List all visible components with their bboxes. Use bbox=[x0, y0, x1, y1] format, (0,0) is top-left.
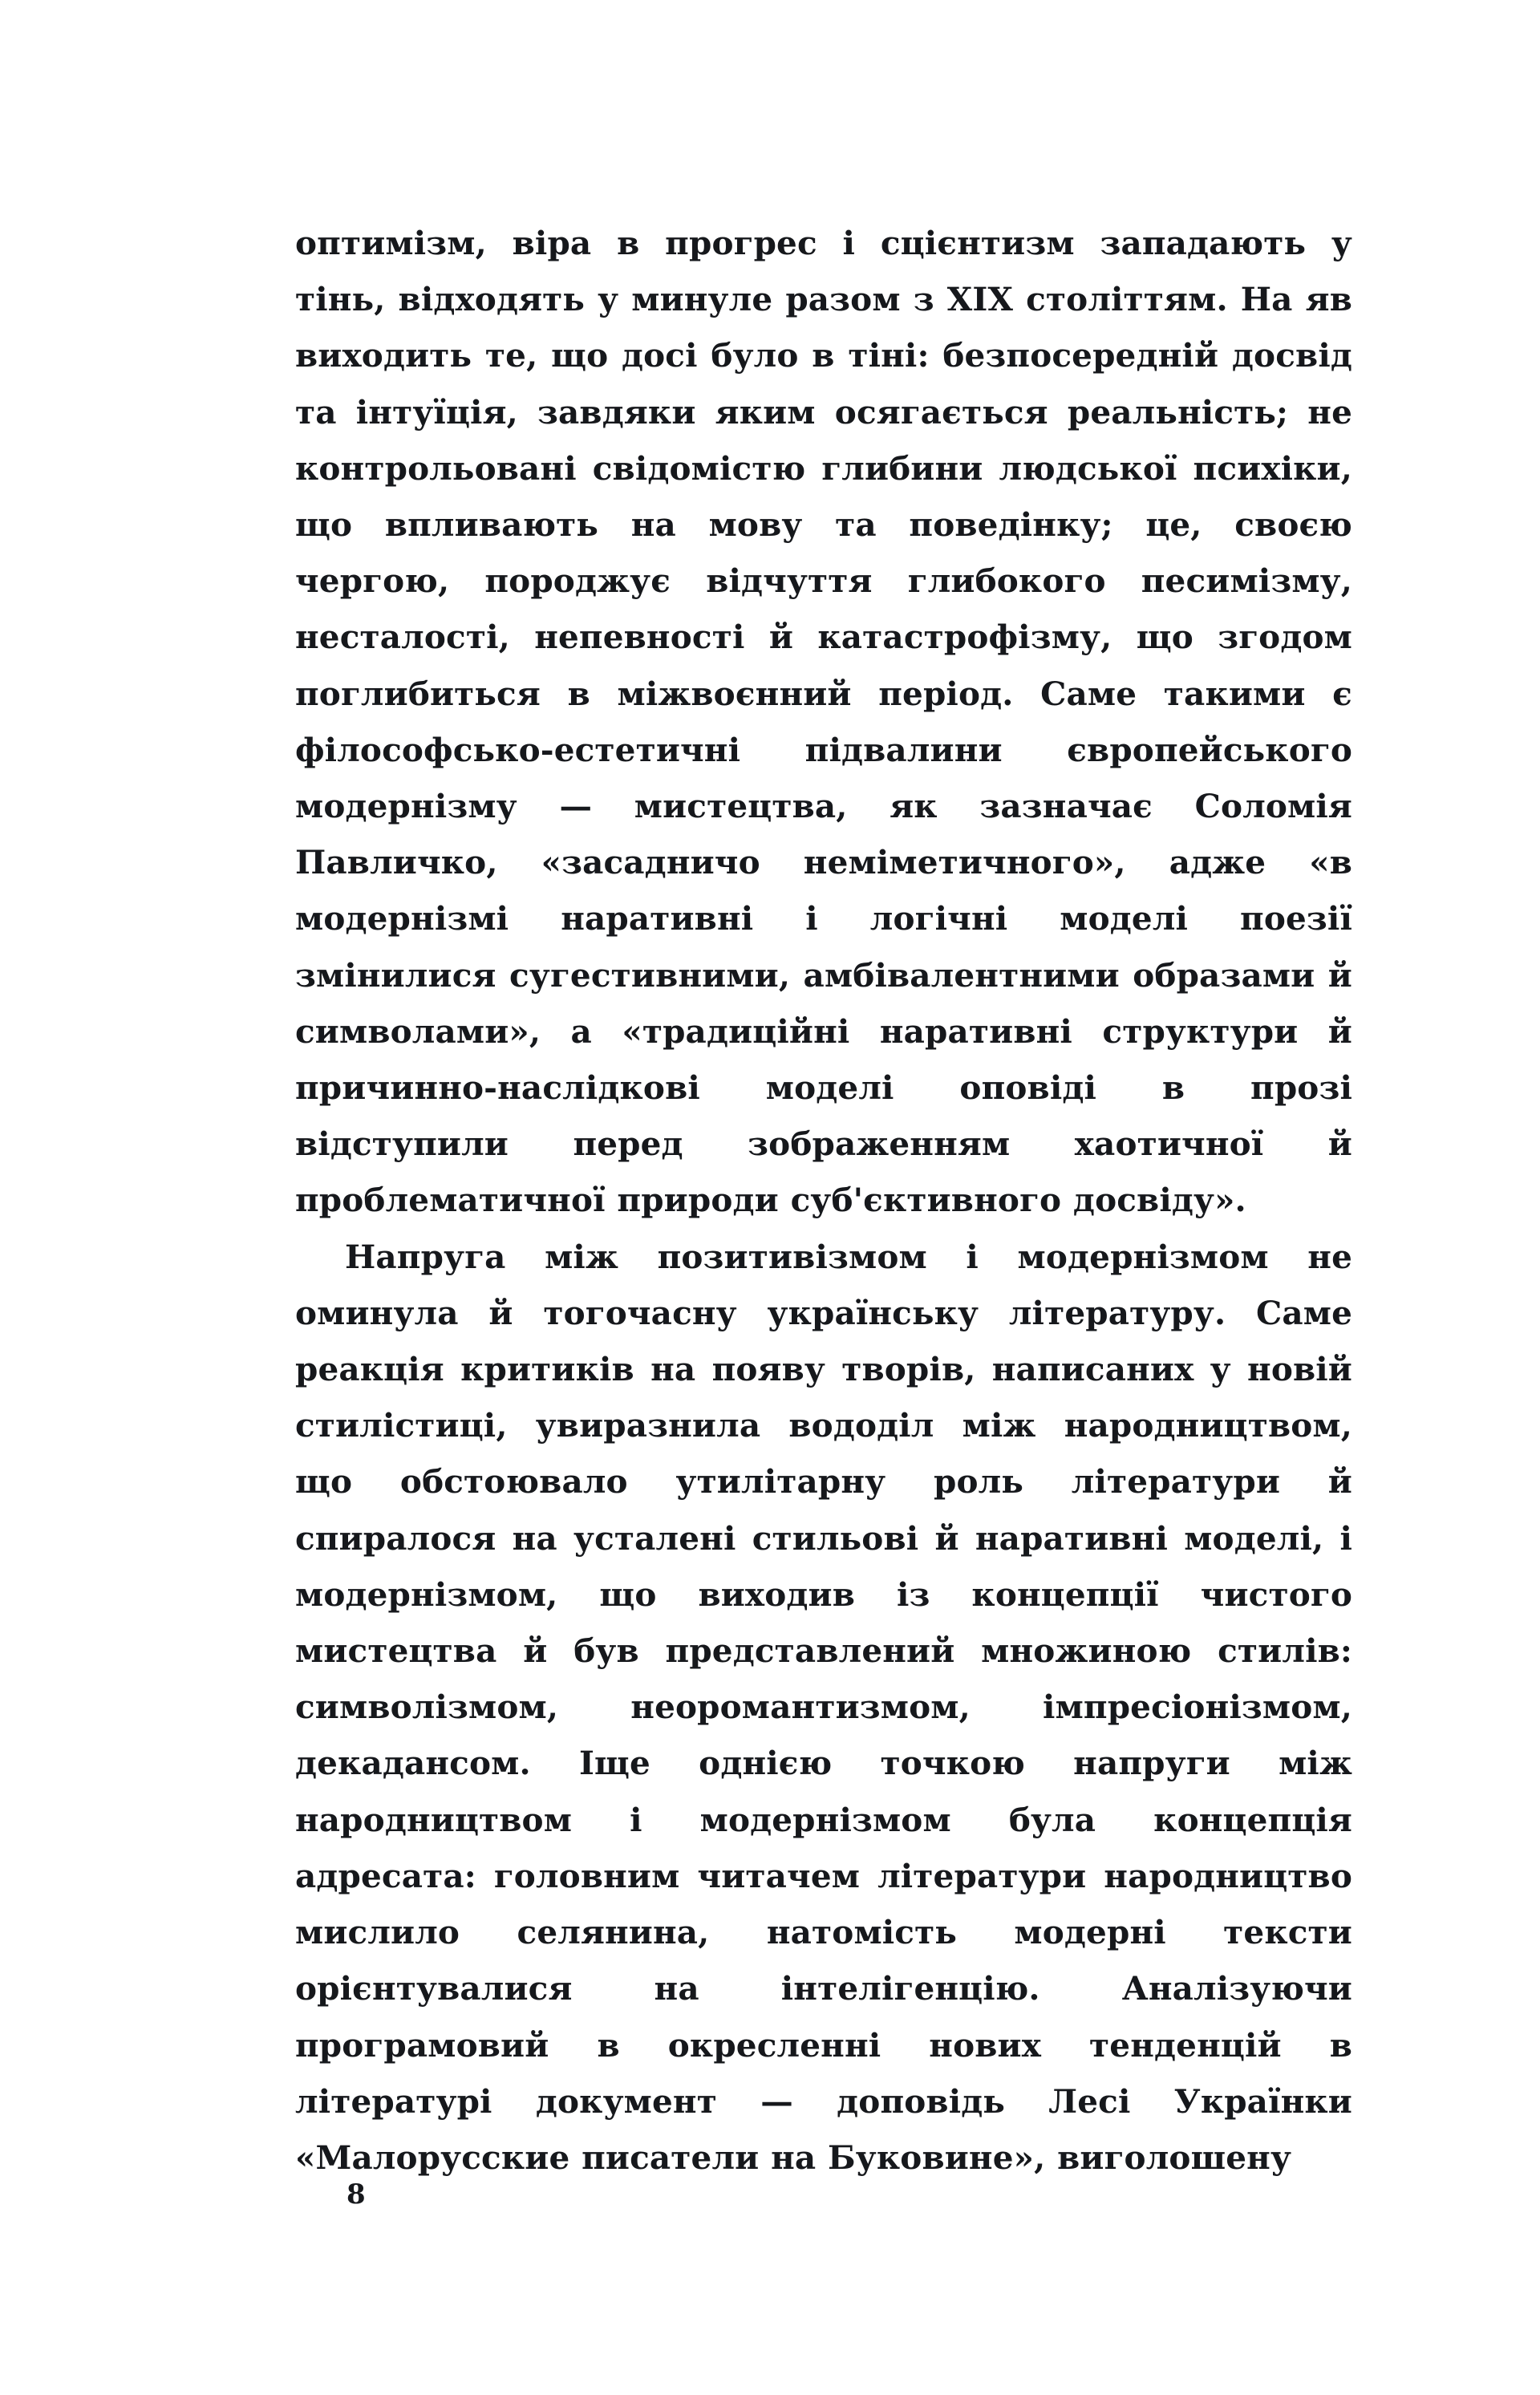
page-text-block bbox=[295, 215, 1352, 2186]
page-number: 8 bbox=[346, 2178, 366, 2211]
body-paragraph-1: оптимізм, віра в прогрес і сцієнтизм западають у тінь, відходять у минуле разом з XIX століттям. На яв виходить те, що досі було в тіні: безпосередній досвід та інтуїція, завдяки яким осягається реальність; не контрольовані свідомістю глибини людської психіки, що впливають на мову та поведінку; це, своєю чергою, породжує відчуття глибокого песимізму, несталості, непевності й катастрофізму, що згодом поглибиться в міжвоєнний період. Саме такими є філософсько-естетичні підвалини європейського модернізму — мистецтва, як зазначає Соломія Павличко, «засадничо неміметичного», адже «в модернізмі наративні і логічні моделі поезії змінилися сугестивними, амбівалентними образами й символами», а «традиційні наративні структури й причинно-наслідкові моделі оповіді в прозі відступили перед зображенням хаотичної й проблематичної природи суб'єктивного досвіду». bbox=[295, 224, 1352, 1220]
body-paragraph-2: Напруга між позитивізмом і модернізмом не оминула й тогочасну українську літературу. Саме реакція критиків на появу творів, написаних у новій стилістиці, увиразнила вододіл між народництвом, що обстоювало утилітарну роль літератури й спиралося на усталені стильові й наративні моделі, і модернізмом, що виходив із концепції чистого мистецтва й був представлений множиною стилів: символізмом, неоромантизмом, імпресіонізмом, декадансом. Іще однією точкою напруги між народництвом і модернізмом була концепція адресата: головним читачем літератури народництво мислило селянина, натомість модерні тексти орієнтувалися на інтелігенцію. Аналізуючи програмовий в окресленні нових тенденцій в літературі документ — доповідь Лесі Українки «Малорусские писатели на Буковине», виголошену bbox=[295, 1237, 1352, 2177]
